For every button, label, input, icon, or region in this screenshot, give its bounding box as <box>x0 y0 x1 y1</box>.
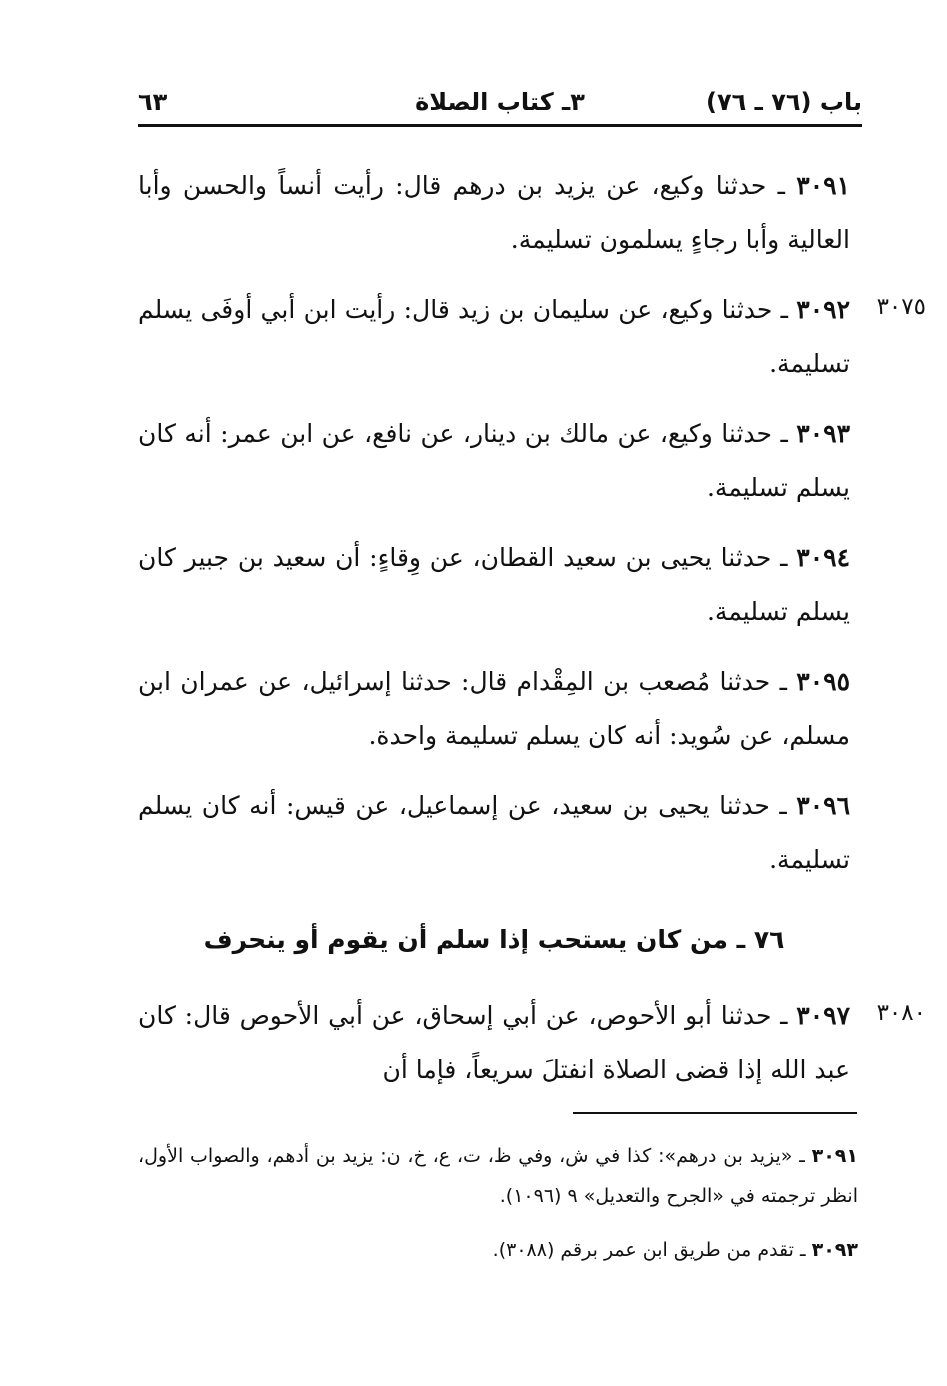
page-number: ٦٣ <box>138 88 168 116</box>
hadith-paragraph <box>138 407 850 515</box>
running-header <box>138 82 862 122</box>
footnote-number: ٣٠٩٣ <box>811 1239 858 1261</box>
footnote <box>138 1136 858 1216</box>
hadith-text: ـ حدثنا يحيى بن سعيد القطان، عن وِقاءٍ: أن سعيد بن جبير كان يسلم تسليمة. <box>138 543 850 626</box>
hadith-paragraph <box>138 989 850 1097</box>
hadith-paragraph <box>138 531 850 639</box>
hadith-text: ـ حدثنا وكيع، عن يزيد بن درهم قال: رأيت أنساً والحسن وأبا العالية وأبا رجاءٍ يسلمون تسليمة. <box>138 171 850 254</box>
hadith-paragraph <box>138 655 850 763</box>
footnote-separator <box>573 1112 857 1114</box>
hadith-text: ـ حدثنا أبو الأحوص، عن أبي إسحاق، عن أبي الأحوص قال: كان عبد الله إذا قضى الصلاة انفتلَ سريعاً، فإما أن <box>138 1001 850 1084</box>
footnote <box>138 1230 858 1270</box>
hadith-number: ٣٠٩٢ <box>796 295 850 324</box>
footnote-text: ـ «يزيد بن درهم»: كذا في ش، وفي ظ، ت، ع، خ، ن: يزيد بن أدهم، والصواب الأول، انظر ترجمته في «الجرح والتعديل» ٩ (١٠٩٦). <box>138 1145 858 1207</box>
margin-reference-number: ٣٠٧٥ <box>876 294 926 320</box>
section-heading: ٧٦ ـ من كان يستحب إذا سلم أن يقوم أو ينحرف <box>203 925 785 954</box>
hadith-text: ـ حدثنا يحيى بن سعيد، عن إسماعيل، عن قيس: أنه كان يسلم تسليمة. <box>138 791 850 874</box>
chapter-range: باب (٧٦ ـ ٧٦) <box>706 88 862 116</box>
header-rule <box>138 124 862 127</box>
book-title: ٣ـ كتاب الصلاة <box>415 88 585 116</box>
hadith-paragraph <box>138 159 850 267</box>
hadith-number: ٣٠٩٧ <box>796 1001 850 1030</box>
hadith-number: ٣٠٩٥ <box>796 667 850 696</box>
hadith-text: ـ حدثنا مُصعب بن المِقْدام قال: حدثنا إسرائيل، عن عمران ابن مسلم، عن سُويد: أنه كان يسلم تسليمة واحدة. <box>138 667 850 750</box>
margin-reference-number: ٣٠٨٠ <box>876 1000 926 1026</box>
hadith-number: ٣٠٩٦ <box>796 791 850 820</box>
hadith-number: ٣٠٩٣ <box>796 419 850 448</box>
hadith-paragraph <box>138 283 850 391</box>
hadith-text: ـ حدثنا وكيع، عن مالك بن دينار، عن نافع، عن ابن عمر: أنه كان يسلم تسليمة. <box>138 419 850 502</box>
hadith-text: ـ حدثنا وكيع، عن سليمان بن زيد قال: رأيت ابن أبي أوفَى يسلم تسليمة. <box>138 295 850 378</box>
hadith-number: ٣٠٩٤ <box>796 543 850 572</box>
footnote-number: ٣٠٩١ <box>811 1145 858 1167</box>
hadith-paragraph <box>138 779 850 887</box>
footnote-text: ـ تقدم من طريق ابن عمر برقم (٣٠٨٨). <box>492 1239 812 1261</box>
hadith-number: ٣٠٩١ <box>796 171 850 200</box>
